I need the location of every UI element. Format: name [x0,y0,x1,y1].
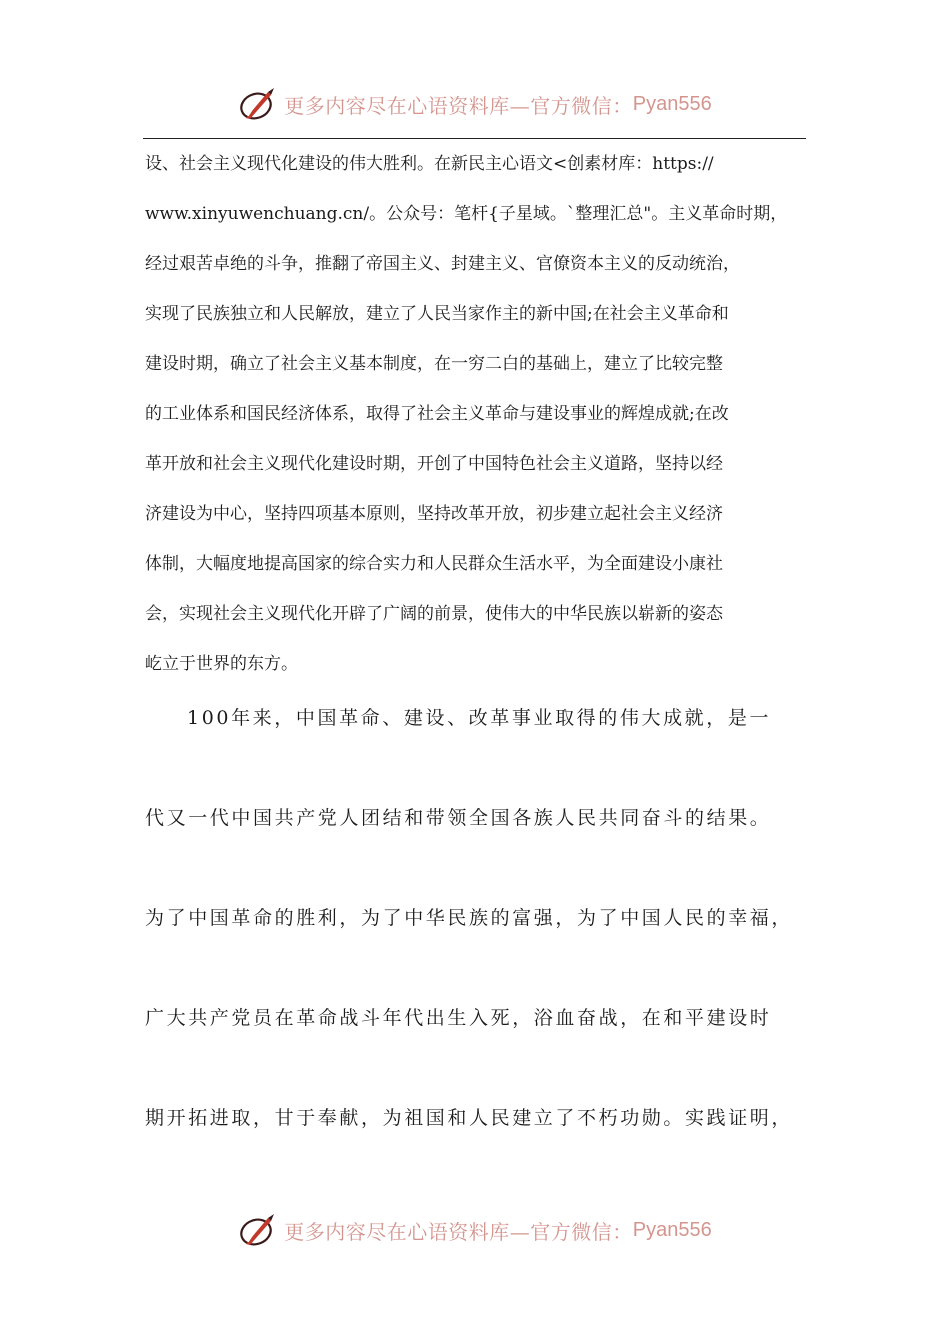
text-line: 为了中国革命的胜利，为了中华民族的富强，为了中国人民的幸福， [145,907,794,929]
text-line: 建设时期，确立了社会主义基本制度，在一穷二白的基础上，建立了比较完整 [145,354,723,374]
text-line: 体制，大幅度地提高国家的综合实力和人民群众生活水平，为全面建设小康社 [145,554,723,574]
header-banner-wechat: Pyan556 [632,92,712,115]
quill-pen-logo-icon [238,1210,278,1250]
body-paragraph-1 [145,139,807,689]
text-line: www.xinyuwenchuang.cn/。公众号：笔杆{子星域。`整理汇总"。主义革命时期， [145,204,788,224]
text-line: 代又一代中国共产党人团结和带领全国各族人民共同奋斗的结果。 [145,807,772,829]
text-line: 的工业体系和国民经济体系，取得了社会主义革命与建设事业的辉煌成就;在改 [145,404,729,424]
text-line: 革开放和社会主义现代化建设时期，开创了中国特色社会主义道路，坚持以经 [145,454,723,474]
footer-banner-wechat: Pyan556 [632,1218,712,1241]
text-line: 广大共产党员在革命战斗年代出生入死，浴血奋战，在和平建设时 [145,1007,772,1029]
text-line: 期开拓进取，甘于奉献，为祖国和人民建立了不朽功勋。实践证明， [145,1107,794,1129]
header-banner [0,82,950,126]
footer-banner [0,1208,950,1252]
text-line: 屹立于世界的东方。 [145,654,298,674]
text-line: 济建设为中心，坚持四项基本原则，坚持改革开放，初步建立起社会主义经济 [145,504,723,524]
text-line: 实现了民族独立和人民解放，建立了人民当家作主的新中国;在社会主义革命和 [145,304,729,324]
header-banner-text: 更多内容尽在心语资料库—官方微信： [284,93,633,118]
body-paragraph-2 [145,668,807,1168]
footer-banner-text: 更多内容尽在心语资料库—官方微信： [284,1219,633,1244]
text-line: 设、社会主义现代化建设的伟大胜利。在新民主心语文<创素材库：https:// [145,154,714,174]
quill-pen-logo-icon [238,84,278,124]
text-line: 经过艰苦卓绝的斗争，推翻了帝国主义、封建主义、官僚资本主义的反动统治， [145,254,740,274]
text-line: 100年来，中国革命、建设、改革事业取得的伟大成就，是一 [187,707,772,729]
text-line: 会，实现社会主义现代化开辟了广阔的前景，使伟大的中华民族以崭新的姿态 [145,604,723,624]
